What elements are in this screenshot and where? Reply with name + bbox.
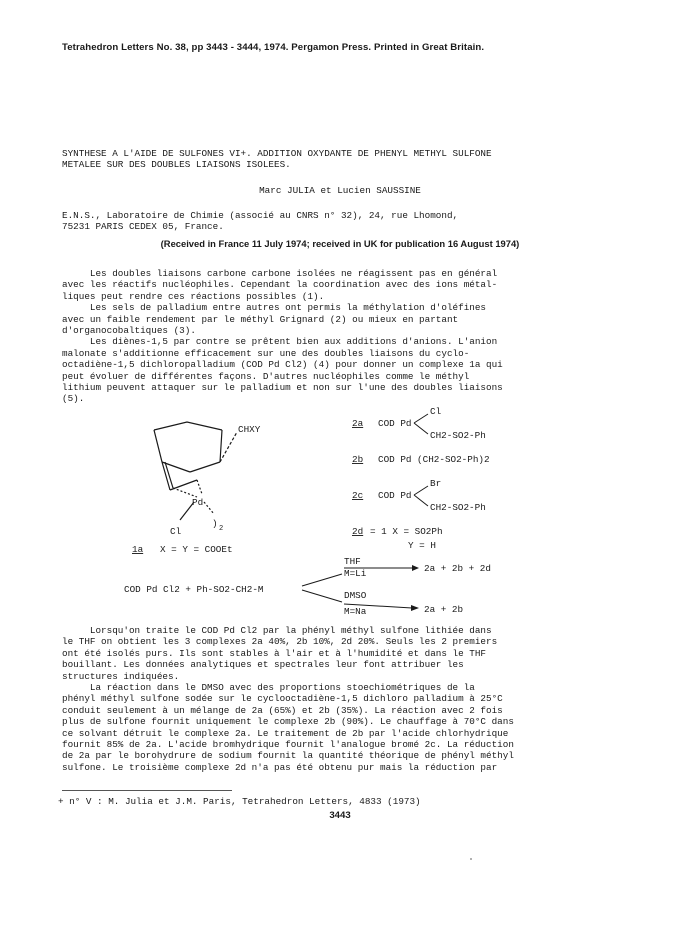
chxy-label: CHXY <box>238 424 261 435</box>
lower-solvent: DMSO <box>344 590 367 601</box>
upper-arrowhead <box>412 565 419 571</box>
intro-line: malonate s'additionne efficacement sur une des doubles liaisons du cyclo- <box>62 347 470 359</box>
complex-2a: COD Pd <box>378 418 412 429</box>
intro-line: Les doubles liaisons carbone carbone isolées ne réagissent pas en général <box>62 268 498 279</box>
body-line: sulfone. Le troisième complexe 2d n'a pas été obtenu pur mais la réduction par <box>62 761 498 773</box>
def-1a: X = Y = COOEt <box>160 544 233 555</box>
intro-line: peut évoluer de différentes façons. D'autres nucléophiles comme le méthyl <box>62 370 470 382</box>
body-line: phényl méthyl sulfone sodée sur le cyclooctadiène-1,5 dichloro palladium à 25°C <box>62 693 503 705</box>
body-line: fournit 85% de 2a. L'acide bromhydrique fournit l'analogue bromé 2c. La réduction <box>62 738 514 750</box>
chemistry-figure <box>62 402 622 624</box>
body-line: de 2a par le borohydrure de sodium fournit la quantité théorique de phényl méthyl <box>62 750 514 762</box>
title-line-1: SYNTHESE A L'AIDE DE SULFONES VI+. ADDITION OXYDANTE DE PHENYL METHYL SULFONE <box>62 148 492 159</box>
body-line: ont été isolés purs. Ils sont stables à l'air et à l'humidité et dans le THF <box>62 647 487 659</box>
lower-arrowhead <box>411 605 419 611</box>
complex-2d: = 1 X = SO2Ph <box>370 526 443 537</box>
authors: Marc JULIA et Lucien SAUSSINE <box>259 185 421 196</box>
body-line: le THF on obtient les 3 complexes 2a 40%, 2b 10%, 2d 20%. Seuls les 2 premiers <box>62 636 498 648</box>
footnote-rule <box>62 790 232 791</box>
body-line: Lorsqu'on traite le COD Pd Cl2 par la phényl méthyl sulfone lithiée dans <box>62 625 492 636</box>
affiliation-line-2: 75231 PARIS CEDEX 05, France. <box>62 221 224 233</box>
upper-products: 2a + 2b + 2d <box>424 563 491 574</box>
pd-label: Pd <box>192 497 204 508</box>
results-paragraphs <box>62 625 622 773</box>
bond-2c <box>414 486 428 506</box>
complex-2c-top: Br <box>430 478 442 489</box>
cl-label: Cl <box>170 526 182 537</box>
complex-2b: COD Pd (CH2-SO2-Ph)2 <box>378 454 490 465</box>
reactants: COD Pd Cl2 + Ph-SO2-CH2-M <box>124 584 264 595</box>
complex-2c-bottom: CH2-SO2-Ph <box>430 502 486 513</box>
received-dates: (Received in France 11 July 1974; received in UK for publication 16 August 1974) <box>160 238 520 249</box>
upper-solvent: THF <box>344 556 361 567</box>
intro-line: avec les réactifs nucléophiles. Cependant la coordination avec des ions métal- <box>62 279 498 291</box>
affiliation-line-1: E.N.S., Laboratoire de Chimie (associé au CNRS n° 32), 24, rue Lhomond, <box>62 210 459 221</box>
branch-upper <box>302 574 342 586</box>
footnote: + n° V : M. Julia et J.M. Paris, Tetrahedron Letters, 4833 (1973) <box>58 796 421 807</box>
intro-paragraphs <box>62 268 622 405</box>
branch-lower <box>302 590 342 602</box>
complex-2d-y: Y = H <box>408 540 436 551</box>
intro-line: Les diènes-1,5 par contre se prêtent bien aux additions d'anions. L'anion <box>62 336 498 348</box>
article-title <box>62 148 622 171</box>
affiliation <box>62 210 622 233</box>
label-2b: 2b <box>352 454 364 465</box>
body-line: plus de sulfone fournit uniquement le complexe 2b (90%). Le chauffage à 70°C dans <box>62 716 514 728</box>
body-line: structures indiquées. <box>62 670 180 682</box>
intro-line: lithium peuvent attaquer sur le palladium et non sur l'une des doubles liaisons <box>62 381 503 393</box>
intro-line: (5). <box>62 393 85 405</box>
label-2c: 2c <box>352 490 364 501</box>
lower-products: 2a + 2b <box>424 604 464 615</box>
body-line: ce solvant détruit le complexe 2a. Le traitement de 2b par l'acide chlorhydrique <box>62 727 509 739</box>
body-line: bouillant. Les données analytiques et spectrales leur font attribuer les <box>62 659 464 671</box>
body-line: La réaction dans le DMSO avec des proportions stoechiométriques de la <box>62 681 475 693</box>
intro-line: octadiène-1,5 dichloropalladium (COD Pd Cl2) (4) pour donner un complexe 1a qui <box>62 359 503 371</box>
journal-header: Tetrahedron Letters No. 38, pp 3443 - 3444, 1974. Pergamon Press. Printed in Great Britain. <box>62 42 485 53</box>
label-2d: 2d <box>352 526 364 537</box>
figure-drawing <box>62 402 622 624</box>
label-2a: 2a <box>352 418 364 429</box>
complex-2a-bottom: CH2-SO2-Ph <box>430 430 486 441</box>
upper-metal: M=Li <box>344 568 367 579</box>
bond-2a <box>414 414 428 434</box>
complex-2a-top: Cl <box>430 406 442 417</box>
intro-line: avec un faible rendement par le méthyl Grignard (2) ou mieux en partant <box>62 313 459 325</box>
label-1a: 1a <box>132 544 144 555</box>
complex-2c: COD Pd <box>378 490 412 501</box>
intro-line: d'organocobaltiques (3). <box>62 324 196 336</box>
scan-speck <box>470 858 472 860</box>
lower-metal: M=Na <box>344 606 367 617</box>
intro-line: Les sels de palladium entre autres ont permis la méthylation d'oléfines <box>62 302 487 314</box>
intro-line: liques peut rendre ces réactions possibles (1). <box>62 290 325 302</box>
paren-2: ) <box>212 518 218 529</box>
page-number: 3443 <box>329 810 351 821</box>
subscript-2: 2 <box>219 525 224 533</box>
title-line-2: METALEE SUR DES DOUBLES LIAISONS ISOLEES. <box>62 159 291 171</box>
body-line: conduit seulement à un mélange de 2a (65%) et 2b (35%). La réaction avec 2 fois <box>62 704 503 716</box>
